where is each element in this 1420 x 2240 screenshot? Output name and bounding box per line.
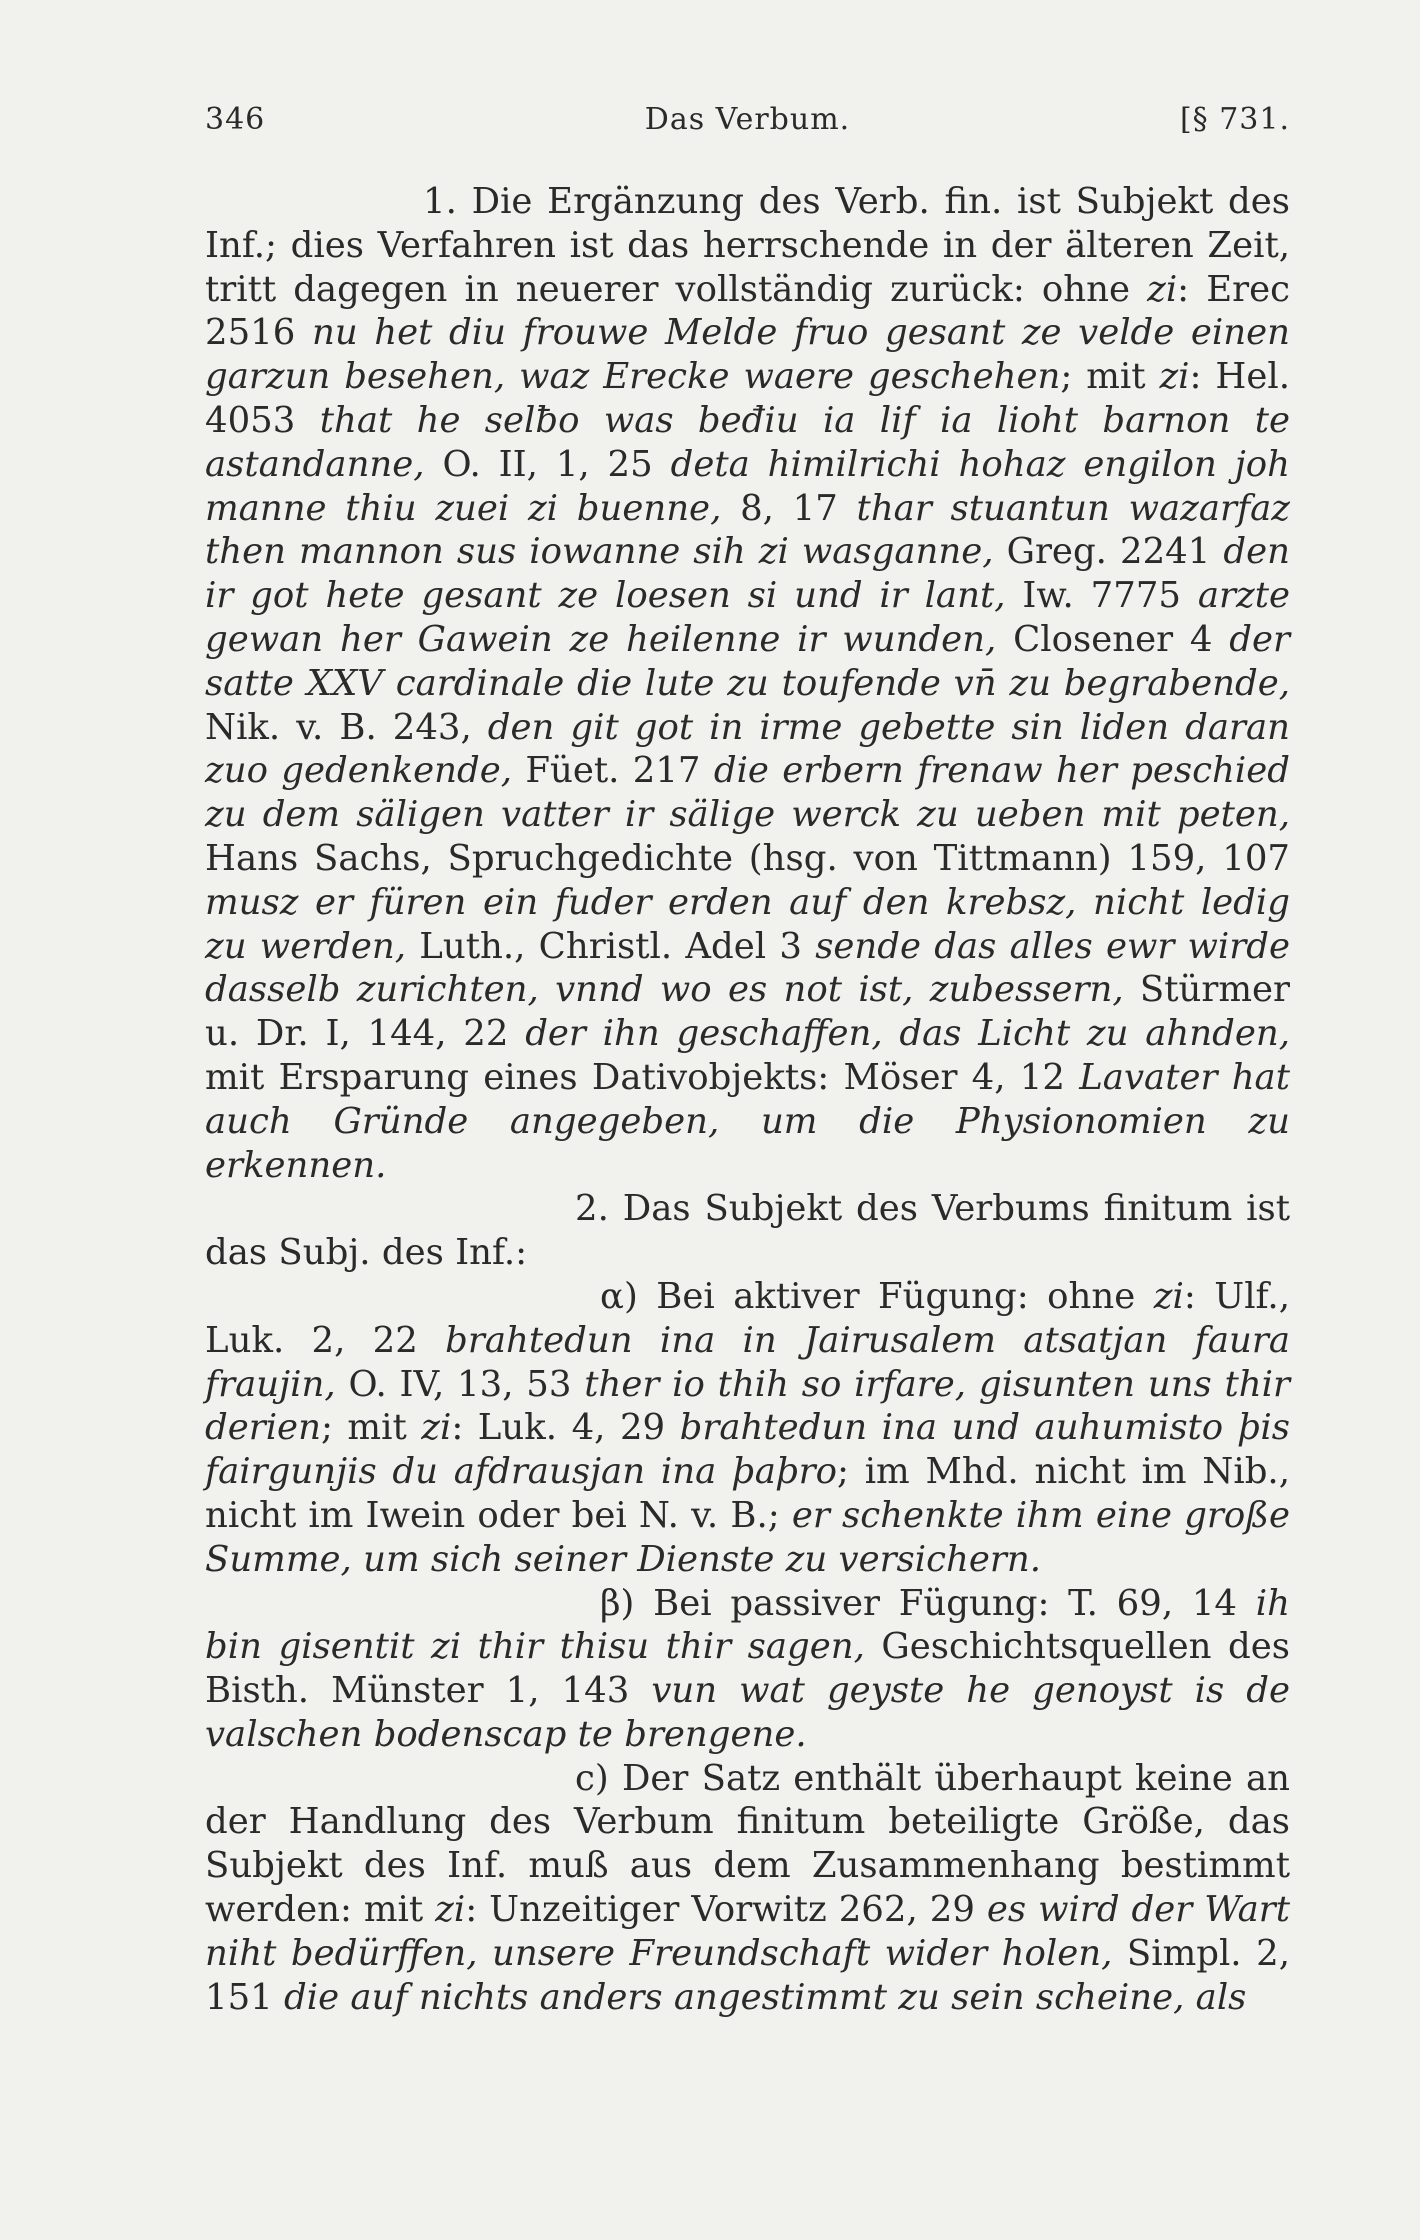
citation-italic: musz er füren ein fuder erden auf den krebsz, nicht ledig zu werden, [205, 881, 1290, 967]
text-run: Luth., Christl. Adel 3 [406, 925, 816, 967]
paragraph-1 [205, 180, 1290, 1187]
text-run: ; im Mhd. nicht im Nib., nicht im Iwein oder bei N. v. B.; [205, 1451, 1290, 1536]
text-run: β) Bei passiver Fügung: T. 69, 14 [600, 1582, 1256, 1624]
citation-italic: den git got in irme gebette sin liden daran zuo gedenkende, [205, 706, 1290, 792]
citation-italic: zi [1153, 1275, 1184, 1317]
text-run: Closener 4 [996, 618, 1230, 660]
citation-italic: vun wat geyste he genoyst is de valschen bodenscap te brengene. [205, 1670, 1290, 1755]
text-run: Greg. 2241 [993, 531, 1224, 573]
text-run: 8, 17 [721, 487, 857, 529]
text-run: O. II, 1, 25 [424, 443, 671, 485]
citation-italic: ih bin gisentit zi thir thisu thir sagen, [205, 1582, 1290, 1668]
running-title: Das Verbum. [644, 102, 851, 137]
citation-italic: die erbern frenaw her peschied zu dem säligen vatter ir sälige werck zu ueben mit peten, [205, 750, 1290, 836]
citation-italic: zi [1147, 268, 1178, 310]
citation-italic: der satte XXV cardinale die lute zu toufende vn̄ zu begrabende, [205, 618, 1290, 704]
text-run: Hans Sachs, Spruchgedichte (hsg. von Tittmann) 159, 107 [205, 837, 1290, 879]
text-run: α) Bei aktiver Fügung: ohne [600, 1275, 1154, 1317]
text-run: 1. Die Ergänzung des Verb. fin. ist Subjekt des Inf.; dies Verfahren ist das herrschende in der älteren Zeit, tritt dagegen in neuerer vollständig zurück: ohne [205, 181, 1290, 310]
text-run: Stürmer u. Dr. I, 144, 22 [205, 969, 1290, 1055]
citation-italic: es wird der Wart niht bedürffen, unsere Freundschaft wider holen, [205, 1889, 1291, 1974]
citation-italic: nu het diu frouwe Melde fruo gesant ze velde einen garzun besehen, waz Erecke waere geschehen [205, 312, 1291, 398]
text-run: Iw. 7775 [1005, 575, 1198, 617]
citation-italic: arzte gewan her Gawein ze heilenne ir wunden, [205, 575, 1290, 660]
citation-italic: thar stuantun wazarfaz then mannon sus iowanne sih zi wasganne, [205, 487, 1290, 573]
citation-italic: zi [435, 1889, 466, 1931]
text-run: O. IV, 13, 53 [335, 1363, 585, 1405]
text-run: ; mit [1060, 356, 1160, 398]
citation-italic: den ir got hete gesant ze loesen si und ir lant, [205, 531, 1291, 617]
page-number: 346 [205, 102, 266, 137]
citation-italic: ther io thih so irfare, gisunten uns thir derien [205, 1363, 1290, 1449]
citation-italic: deta himilrichi hohaz engilon joh manne thiu zuei zi buenne, [205, 443, 1290, 529]
text-run: 2. Das Subjekt des Verbums finitum ist das Subj. des Inf.: [205, 1188, 1290, 1274]
page-body [205, 180, 1290, 2019]
text-run: : Ulf., Luk. 2, 22 [205, 1275, 1290, 1361]
citation-italic: der ihn geschaffen, das Licht zu ahnden, [525, 1013, 1290, 1055]
text-run: mit Ersparung eines Dativobjekts: Möser 4, 12 [205, 1056, 1080, 1098]
paragraph-c [205, 1757, 1290, 2020]
text-run: : Luk. 4, 29 [451, 1407, 680, 1449]
citation-italic: sende das alles ewr wirde dasselb zurichten, vnnd wo es not ist, zubessern, [205, 925, 1290, 1011]
citation-italic: that he selƀo was beđiu ia lif ia lioht barnon te astandanne, [205, 399, 1290, 485]
citation-italic: er schenkte ihm eine große Summe, um sich seiner Dienste zu versichern. [205, 1494, 1290, 1580]
text-run: : Unzeitiger Vorwitz 262, 29 [465, 1889, 987, 1931]
citation-italic: die auf nichts anders angestimmt zu sein scheine, als [284, 1976, 1247, 2018]
text-run: : Hel. 4053 [205, 356, 1290, 441]
citation-italic: brahtedun ina in Jairusalem atsatjan faura fraujin, [205, 1319, 1290, 1405]
text-run: Simpl. 2, 151 [205, 1932, 1291, 2018]
text-run: Nik. v. B. 243, [205, 706, 488, 748]
paragraph-beta [205, 1582, 1290, 1757]
text-run: ; mit [320, 1407, 422, 1449]
text-run: c) Der Satz enthält überhaupt keine an der Handlung des Verbum finitum beteiligte Größe, das Subjekt des Inf. muß aus dem Zusammenhang bestimmt werden: mit [205, 1757, 1290, 1931]
text-run: Füet. 217 [512, 750, 714, 792]
citation-italic: Lavater hat auch Gründe angegeben, um die Physionomien zu erkennen. [205, 1056, 1290, 1186]
text-run: Geschichtsquellen des Bisth. Münster 1, 143 [205, 1626, 1290, 1712]
section-marker: [§ 731. [1179, 102, 1290, 137]
running-header [205, 102, 1290, 142]
paragraph-2 [205, 1187, 1290, 1275]
citation-italic: zi [421, 1407, 452, 1449]
text-run: : Erec 2516 [205, 268, 1290, 354]
paragraph-alpha [205, 1275, 1290, 1582]
citation-italic: zi [1159, 356, 1190, 398]
citation-italic: brahtedun ina und auhumisto þis fairgunjis du afdrausjan ina þaþro [205, 1407, 1290, 1493]
